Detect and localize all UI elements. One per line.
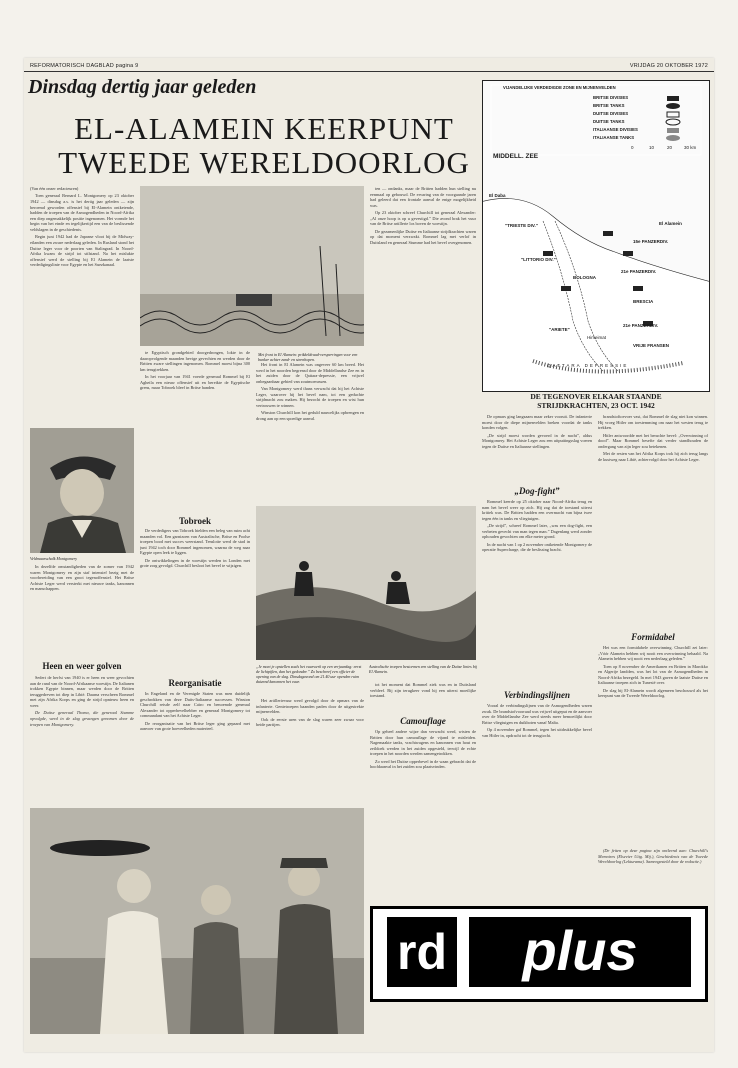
legend-item: BRITSE TANKS [593, 103, 625, 108]
legend-symbol-icons [663, 95, 693, 141]
paragraph: te Egyptisch grondgebied doorgedrongen, lokte in de daaropvolgende maanden hevige gevechten en werden door de Britten zware stellingen ingenomen. Rommel moest bijna 300 km terugtrekken. [140, 350, 250, 372]
article-column-4c [370, 729, 476, 901]
paragraph: Rommel keerde op 25 oktober naar Noord-Afrika terug en nam het bevel weer op zich. Hij zag dat de toestand uiterst kritiek was. De Britten hadden een overmacht van bijna twee tegen één in tanks en vliegtuigen. [482, 499, 592, 521]
paragraph: De reorganisatie van het Britse leger ging gepaard met aanvoer van grote hoeveelheden materieel. [140, 720, 250, 732]
paragraph: De ontwikkelingen in de woestijn werden in Londen met grote zorg gevolgd. Churchill besloot het bevel te wijzigen. [140, 557, 250, 569]
paragraph: De opmars ging langzaam maar zeker vooruit. De infanterie moest door de diepe mijnenvelden breken voordat de tanks konden volgen. [482, 414, 592, 431]
headline-line-1: EL-ALAMEIN KEERPUNT [74, 111, 454, 146]
header-rule [24, 71, 714, 72]
paragraph: „De strijd”, schreef Rommel later, „was een dog-fight, een verbeten gevecht van man tegen man.” Dagenlang werd zonder ophouden gevochten om elke meter grond. [482, 523, 592, 540]
article-column-1 [30, 186, 134, 423]
map-caption-line-2: STRIJDKRACHTEN, 23 OCT. 1942 [537, 401, 655, 410]
map-label-vrije-fransen: VRIJE FRANSEN [633, 343, 670, 348]
article-column-2b [140, 528, 250, 673]
paragraph: „De strijd moest worden gevoerd in de nacht”, aldus Montgomery. Het Achtste Leger zou een uitputtingsslag voeren tegen de Duitse en Italiaanse stellingen. [482, 432, 592, 449]
map-label-pz21: 21e PANZERDIV. [621, 269, 657, 274]
newspaper-page [24, 58, 714, 1052]
paragraph: brandstoftoevoer vast, dat Rommel de slag niet kon winnen. Hij vroeg Hitler om toestemming om naar het westen terug te trekken. [598, 414, 708, 431]
legend-item: ITALIAANSE TANKS [593, 135, 635, 140]
map-legend-title: VIJANDELIJKE VERDEDIGDE ZONE EN MIJNENVELDEN [503, 85, 616, 90]
paragraph: Zo werd het Duitse opperbevel in de waan gebracht dat de hoofdaanval in het zuiden zou plaatsvinden. [370, 758, 476, 770]
plus-logo-word: plus [469, 917, 691, 987]
paragraph: Begin juni 1942 had de Japanse vloot bij de Midway-eilanden een zware nederlaag geleden. In Rusland stond het Duitse leger voor de poorten van Stalingrad. In Noord-Afrika kwam de strijd tot stilstand. Na het mislukte offensief werd de stelling bij El Alamein de laatste verdedigingslinie voor Egypte en het Suezkanaal. [30, 234, 134, 268]
article-column-5c [482, 703, 592, 901]
barbed-wire-photo [140, 186, 364, 346]
subhead-tobroek: Tobroek [178, 516, 211, 526]
commanders-illustration [30, 808, 364, 1034]
article-column-5 [482, 414, 592, 484]
barbed-wire-illustration [140, 186, 364, 346]
paragraph: Winston Churchill kon het geduld nauwelijks opbrengen en drong aan op een spoedige aanval. [256, 410, 364, 421]
article-column-3 [256, 362, 364, 500]
paragraph: Toen generaal Bernard L. Montgomery op 23 oktober 1942 — dinsdag a.s. is het dertig jaar geleden — zijn beroemd geworden offensief bij El-Alamein ontketende, hadden de troepen van de Asmogendheden in Noord-Afrika een diep ongemakkelijk positie ingenomen. Het vormde het begin van het einde en tegelijkertijd een van de beslissende veldslagen in de geschiedenis. [30, 193, 134, 232]
paragraph: De verdedigers van Tobroek hielden een beleg van ruim acht maanden vol. Een garnizoen van Australische, Britse en Poolse troepen bood met succes weerstand. Tenslotte werd de stad in juni 1942 toch door Rommel ingenomen, waarna de weg naar Egypte open leek te liggen. [140, 528, 250, 556]
article-column-6b [598, 645, 708, 841]
paragraph: In Engeland en de Verenigde Staten was men duidelijk geschrokken van deze Duits-Italiaanse successen. Winston Churchill reisde zelf naar Caïro en benoemde generaal Alexander tot opperbevelhebber en generaal Montgomery tot commandant van het Achtste Leger. [140, 691, 250, 719]
desert-caption: Australische troepen bestormen een stelling van de Duitse linies bij El Alamein. [369, 664, 477, 674]
article-column-6c [598, 848, 708, 902]
map-label-trieste: "TRIESTE DIV." [505, 223, 538, 228]
page-header-date: VRIJDAG 20 OKTOBER 1972 [629, 63, 708, 69]
article-column-4 [370, 186, 476, 500]
map-sea-label: MIDDELL. ZEE [493, 153, 539, 160]
montgomery-portrait [30, 428, 134, 553]
desert-caption-left [256, 664, 364, 684]
article-column-1b [30, 675, 134, 801]
map-label-brescia: BRESCIA [633, 299, 654, 304]
paragraph: Met de resten van het Afrika Korps trok hij zich terug langs de kustweg naar Libië, achtervolgd door het Achtste Leger. [598, 451, 708, 462]
legend-item: DUITSE TANKS [593, 119, 625, 124]
article-kicker: Dinsdag dertig jaar geleden [28, 76, 257, 98]
article-column-5b [482, 499, 592, 685]
scale-30: 30 km [684, 145, 697, 150]
subhead-heen-en-weer: Heen en weer golven [42, 661, 122, 671]
rd-logo-mark: rd [387, 917, 457, 987]
headline-line-2: TWEEDE WERELDOORLOG [58, 145, 470, 180]
map-label-himeimat: Himeimat [587, 335, 607, 340]
subhead-camouflage: Camouflage [400, 716, 446, 726]
paragraph: Hitler antwoordde met het beruchte bevel: „Overwinning of dood”. Maar Rommel besefte dat verder standhouden de ondergang van zijn leger zou betekenen. [598, 432, 708, 449]
map-label-pz15: 15e PANZERDIV. [633, 239, 669, 244]
sources-note: (De feiten op deze pagina zijn ontleend aan: Churchill's Memoires (Elsevier Uitg. Mij.), Geschiedenis van de Tweede Wereldoorlog (Lekturama). Samengesteld door de redactie.) [598, 848, 708, 865]
map-caption [482, 392, 710, 410]
paragraph: Op 23 oktober schreef Churchill tot generaal Alexander: „Al onze hoop is op u gevestigd.” Die avond brak het vuur van de Britse artillerie los boven de woestijn. [370, 210, 476, 227]
map-caption-line-1: DE TEGENOVER ELKAAR STAANDE [530, 392, 662, 401]
paragraph: Het artillerievuur werd gevolgd door de opmars van de infanterie. Genietroepen baanden paden door de uitgestrekte mijnenvelden. [256, 698, 364, 715]
paragraph: De slag bij El-Alamein wordt algemeen beschouwd als het keerpunt van de Tweede Wereldoorlog. [598, 687, 708, 699]
paragraph: Vooral de verbindingslijnen van de Asmogendheden waren zwak. De brandstofvoorraad was vrijwel uitgeput en de aanvoer over de Middellandse Zee werd steeds meer bemoeilijkt door Britse vliegtuigen en duikboten vanaf Malta. [482, 703, 592, 725]
subhead-dog-fight: „Dog-fight” [514, 486, 560, 496]
map-label-pz21b: 21e PANZERDIV. [623, 323, 659, 328]
article-column-2 [140, 350, 250, 412]
desert-assault-photo [256, 506, 476, 660]
map-label-ariete: "ARIETE" [549, 327, 570, 332]
subhead-reorganisatie: Reorganisatie [168, 678, 222, 688]
legend-item: BRITSE DIVISIES [593, 95, 629, 100]
paragraph: Toen op 8 november de Amerikanen en Britten in Marokko en Algerije landden, was het lot van de Asmogendheden in Noord-Afrika bezegeld. In mei 1943 gaven de laatste Duitse en Italiaanse troepen zich in Tunesië over. [598, 663, 708, 686]
map-label-littorio: "LITTORIO DIV." [521, 257, 556, 262]
scale-20: 20 [667, 145, 673, 150]
map-label-qattara: QATTARA DEPRESSIE [547, 363, 629, 368]
portrait-illustration [30, 428, 134, 553]
desert-caption-text: „Je moet je opstellen zoals het vuurwerk op een verjaardag: eerst de lichtpijlen, dan het gedonder.” Zo beschreef een officier de opening van de slag. Dinsdagavond om 21.40 uur openden ruim duizend kanonnen het vuur. [256, 664, 362, 684]
paragraph: Van Montgomery werd thans verwacht dat hij het Achtste Leger, waarover hij het bevel nam, tot een geduchte strijdmacht zou maken. Hij bezocht de troepen en wist hun vertrouwen te winnen. [256, 386, 364, 408]
legend-item: DUITSE DIVISIES [593, 111, 629, 116]
paragraph: In dezelfde omstandigheden van de zomer van 1942 waren Montgomery en zijn staf intensief bezig met de voorbereiding van een groot tegenoffensief. Het Britse Achtste Leger werd versterkt met nieuwe tanks, kanonnen en manschappen. [30, 564, 134, 592]
barbed-wire-caption: Met front in El Alamein: prikkeldraad-versperringen voor een bunker achter zand- en steenhopen. [258, 352, 358, 362]
paragraph: Op 4 november gaf Rommel, tegen het uitdrukkelijke bevel van Hitler in, opdracht tot de terugtocht. [482, 727, 592, 738]
paragraph: De gezamenlijke Duitse en Italiaanse strijdkrachten waren op dat moment verzwakt. Rommel lag met verlof in Duitsland en generaal Stumme had het bevel overgenomen. [370, 228, 476, 245]
rd-plus-logo [370, 906, 708, 1002]
paragraph: Ook de eerste uren van de slag waren zeer zwaar voor beide partijen. [256, 716, 364, 728]
scale-10: 10 [649, 145, 655, 150]
page-header-left: REFORMATORISCH DAGBLAD pagina 9 [30, 63, 139, 69]
paragraph: tot het moment dat Rommel ziek was en in Duitsland verbleef. Bij zijn terugkeer vond hij een uiterst moeilijke toestand. [370, 682, 476, 699]
map-label-bologna: BOLOGNA [573, 275, 596, 280]
paragraph: Het was een formidabele overwinning. Churchill zei later: „Vóór Alamein hebben wij nooit een overwinning behaald. Na Alamein hebben wij nooit een nederlaag geleden.” [598, 645, 708, 662]
subhead-verbindingslijnen: Verbindingslijnen [503, 690, 571, 700]
paragraph: Sedert de herfst van 1940 is er heen en weer gevochten aan de rand van de Noord-Afrikaanse woestijn. De Italianen trokken Egypte binnen, maar werden door de Britten teruggedreven tot diep in Libië. Daarna verscheen Rommel met zijn Afrika Korps en ging de strijd opnieuw heen en weer. [30, 675, 134, 708]
scale-0: 0 [631, 145, 634, 150]
article-column-3b [256, 698, 364, 800]
article-column-4b [370, 682, 476, 712]
article-column-6 [598, 414, 708, 626]
map-label-el-daba: El Daba [489, 193, 506, 198]
commanders-photo [30, 808, 364, 1034]
paragraph: ten — ondanks, maar de Britten hadden hun stelling nu eenmaal op gebouwd. De ervaring van de voorgaande jaren had geleerd dat een frontale aanval de enige mogelijkheid was. [370, 186, 476, 208]
paragraph: Het front in El Alamein was ongeveer 60 km breed. Het werd in het noorden begrensd door de Middellandse Zee en in het zuiden door de Qattara-depressie, een vrijwel onbegaanbaar gebied van zoutmoerassen. [256, 362, 364, 384]
article-column-1-cont [30, 564, 134, 656]
montgomery-caption: Veldmaarschalk Montgomery [30, 556, 77, 561]
paragraph: In het voorjaar van 1941 voerde generaal Rommel bij El Agheila een nieuw offensief uit en bereikte de Egyptische grens, maar Tobroek bleef in Britse handen. [140, 374, 250, 391]
paragraph: Op geheel andere wijze dan verwacht werd, wisten de Britten door hun camouflage de vijand te misleiden. Nagemaakte tanks, vrachtwagens en kanonnen van hout en zeildoek werden in het zuiden opgesteld, terwijl de echte troepen in het noorden werden samengetrokken. [370, 729, 476, 757]
legend-symbols [663, 95, 693, 141]
subhead-formidabel: Formidabel [631, 632, 675, 642]
desert-illustration [256, 506, 476, 660]
battle-map [482, 80, 710, 392]
paragraph: In de nacht van 1 op 2 november ontketende Montgomery de operatie Supercharge, die de beslissing bracht. [482, 541, 592, 553]
paragraph: De Duitse generaal Thoma, die generaal Stumme opvolgde, werd in de slag gevangen genomen door de troepen van Montgomery. [30, 710, 134, 727]
byline: (Van één onzer redacteuren) [30, 186, 79, 191]
map-label-el-alamein: El Alamein [659, 221, 682, 226]
legend-item: ITALIAANSE DIVISIES [593, 127, 638, 132]
article-column-2c [140, 691, 250, 801]
